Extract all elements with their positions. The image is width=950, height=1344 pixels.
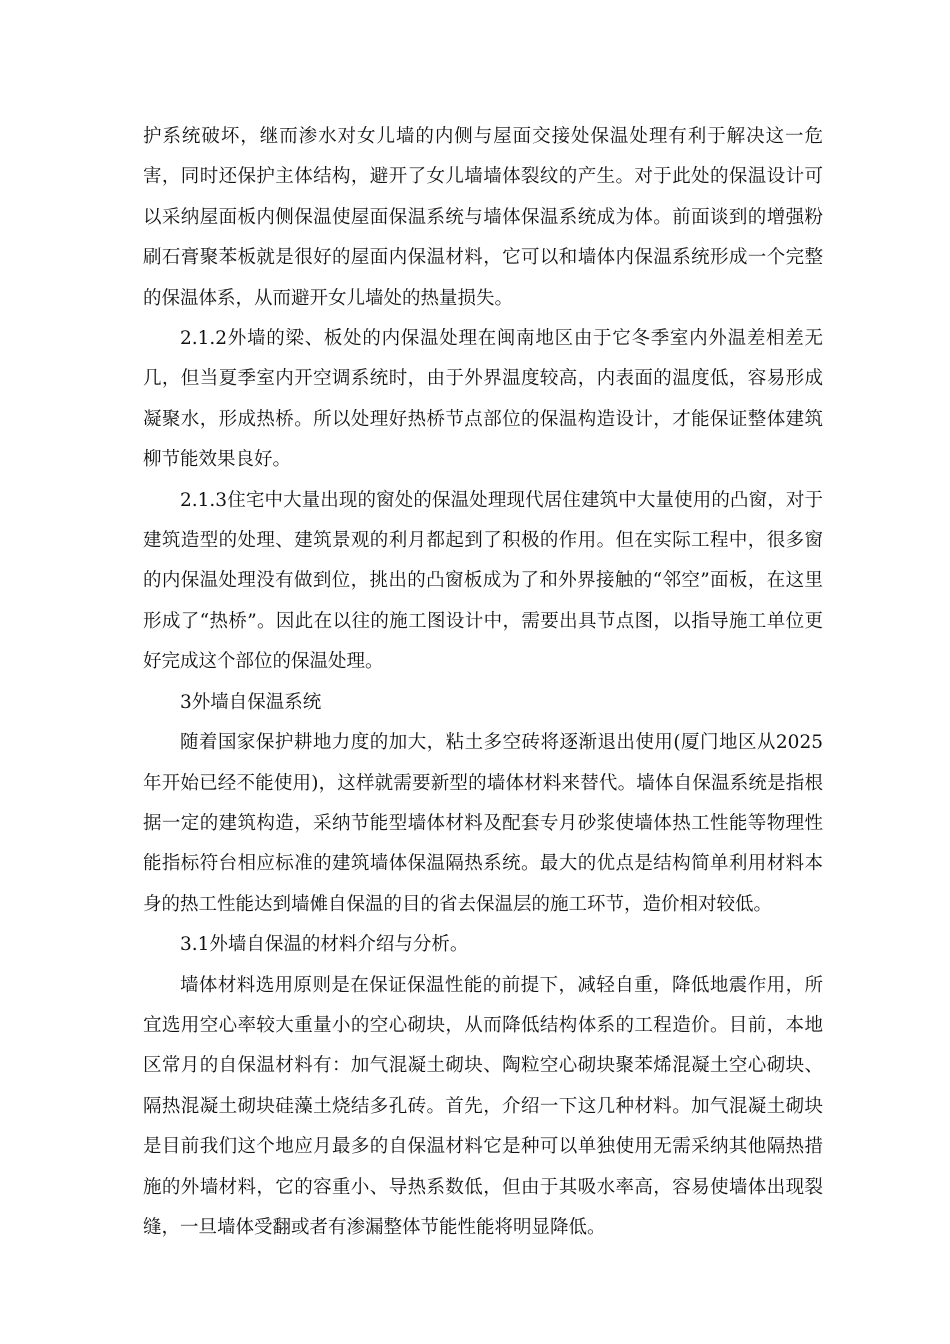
paragraph-2-1-3-window-insulation: 2.1.3住宅中大量出现的窗处的保温处理现代居住建筑中大量使用的凸窗，对于建筑造型的处理、建筑景观的利月都起到了积极的作用。但在实际工程中，很多窗的内保温处理没有做到位，挑出的凸窗板成为了和外界接触的“邻空”面板，在这里形成了“热桥”。因此在以往的施工图设计中，需要出具节点图，以指导施工单位更好完成这个部位的保温处理。 xyxy=(143,489,823,673)
paragraph-parapet-insulation: 护系统破坏，继而渗水对女儿墙的内侧与屋面交接处保温处理有利于解决这一危害，同时还保护主体结构，避开了女儿墙墙体裂纹的产生。对于此处的保温设计可以采纳屋面板内侧保温使屋面保温系统与墙体保温系统成为体。前面谈到的增强粉刷石膏聚苯板就是很好的屋面内保温材料，它可以和墙体内保温系统形成一个完整的保温体系，从而避开女儿墙处的热量损失。 xyxy=(143,126,823,309)
paragraph-2-1-2-beam-slab-insulation: 2.1.2外墙的梁、板处的内保温处理在闽南地区由于它冬季室内外温差相差无几，但当夏季室内开空调系统时，由于外界温度较高，内表面的温度低，容易形成凝聚水，形成热桥。所以处理好热桥节点部位的保温构造设计，才能保证整体建筑柳节能效果良好。 xyxy=(143,328,823,471)
section-heading-3: 3外墙自保温系统 xyxy=(180,691,322,713)
paragraph-self-insulation-system: 随着国家保护耕地力度的加大，粘土多空砖将逐渐退出使用(厦门地区从2025年开始已经不能使用)，这样就需要新型的墙体材料来替代。墙体自保温系统是指根据一定的建筑构造，采纳节能型墙体材料及配套专月砂浆使墙体热工性能等物理性能指标符台相应标准的建筑墙体保温隔热系统。最大的优点是结构简单利用材料本身的热工性能达到墙傩自保温的目的省去保温层的施工环节，造价相对较低。 xyxy=(143,732,823,915)
document-body xyxy=(143,117,823,1248)
section-heading-3-1: 3.1外墙自保温的材料介绍与分析。 xyxy=(180,934,469,956)
paragraph-material-selection: 墙体材料选用原则是在保证保温性能的前提下，减轻自重，降低地震作用，所宜选用空心率较大重量小的空心砌块，从而降低结构体系的工程造价。目前，本地区常月的自保温材料有：加气混凝土砌块、陶粒空心砌块聚苯烯混凝土空心砌块、隔热混凝土砌块硅藻土烧结多孔砖。首先，介绍一下这几种材料。加气混凝土砌块是目前我们这个地应月最多的自保温材料它是种可以单独使用无需采纳其他隔热措施的外墙材料，它的容重小、导热系数低，但由于其吸水率高，容易使墙体出现裂缝，一旦墙体受翻或者有渗漏整体节能性能将明显降低。 xyxy=(143,974,823,1238)
